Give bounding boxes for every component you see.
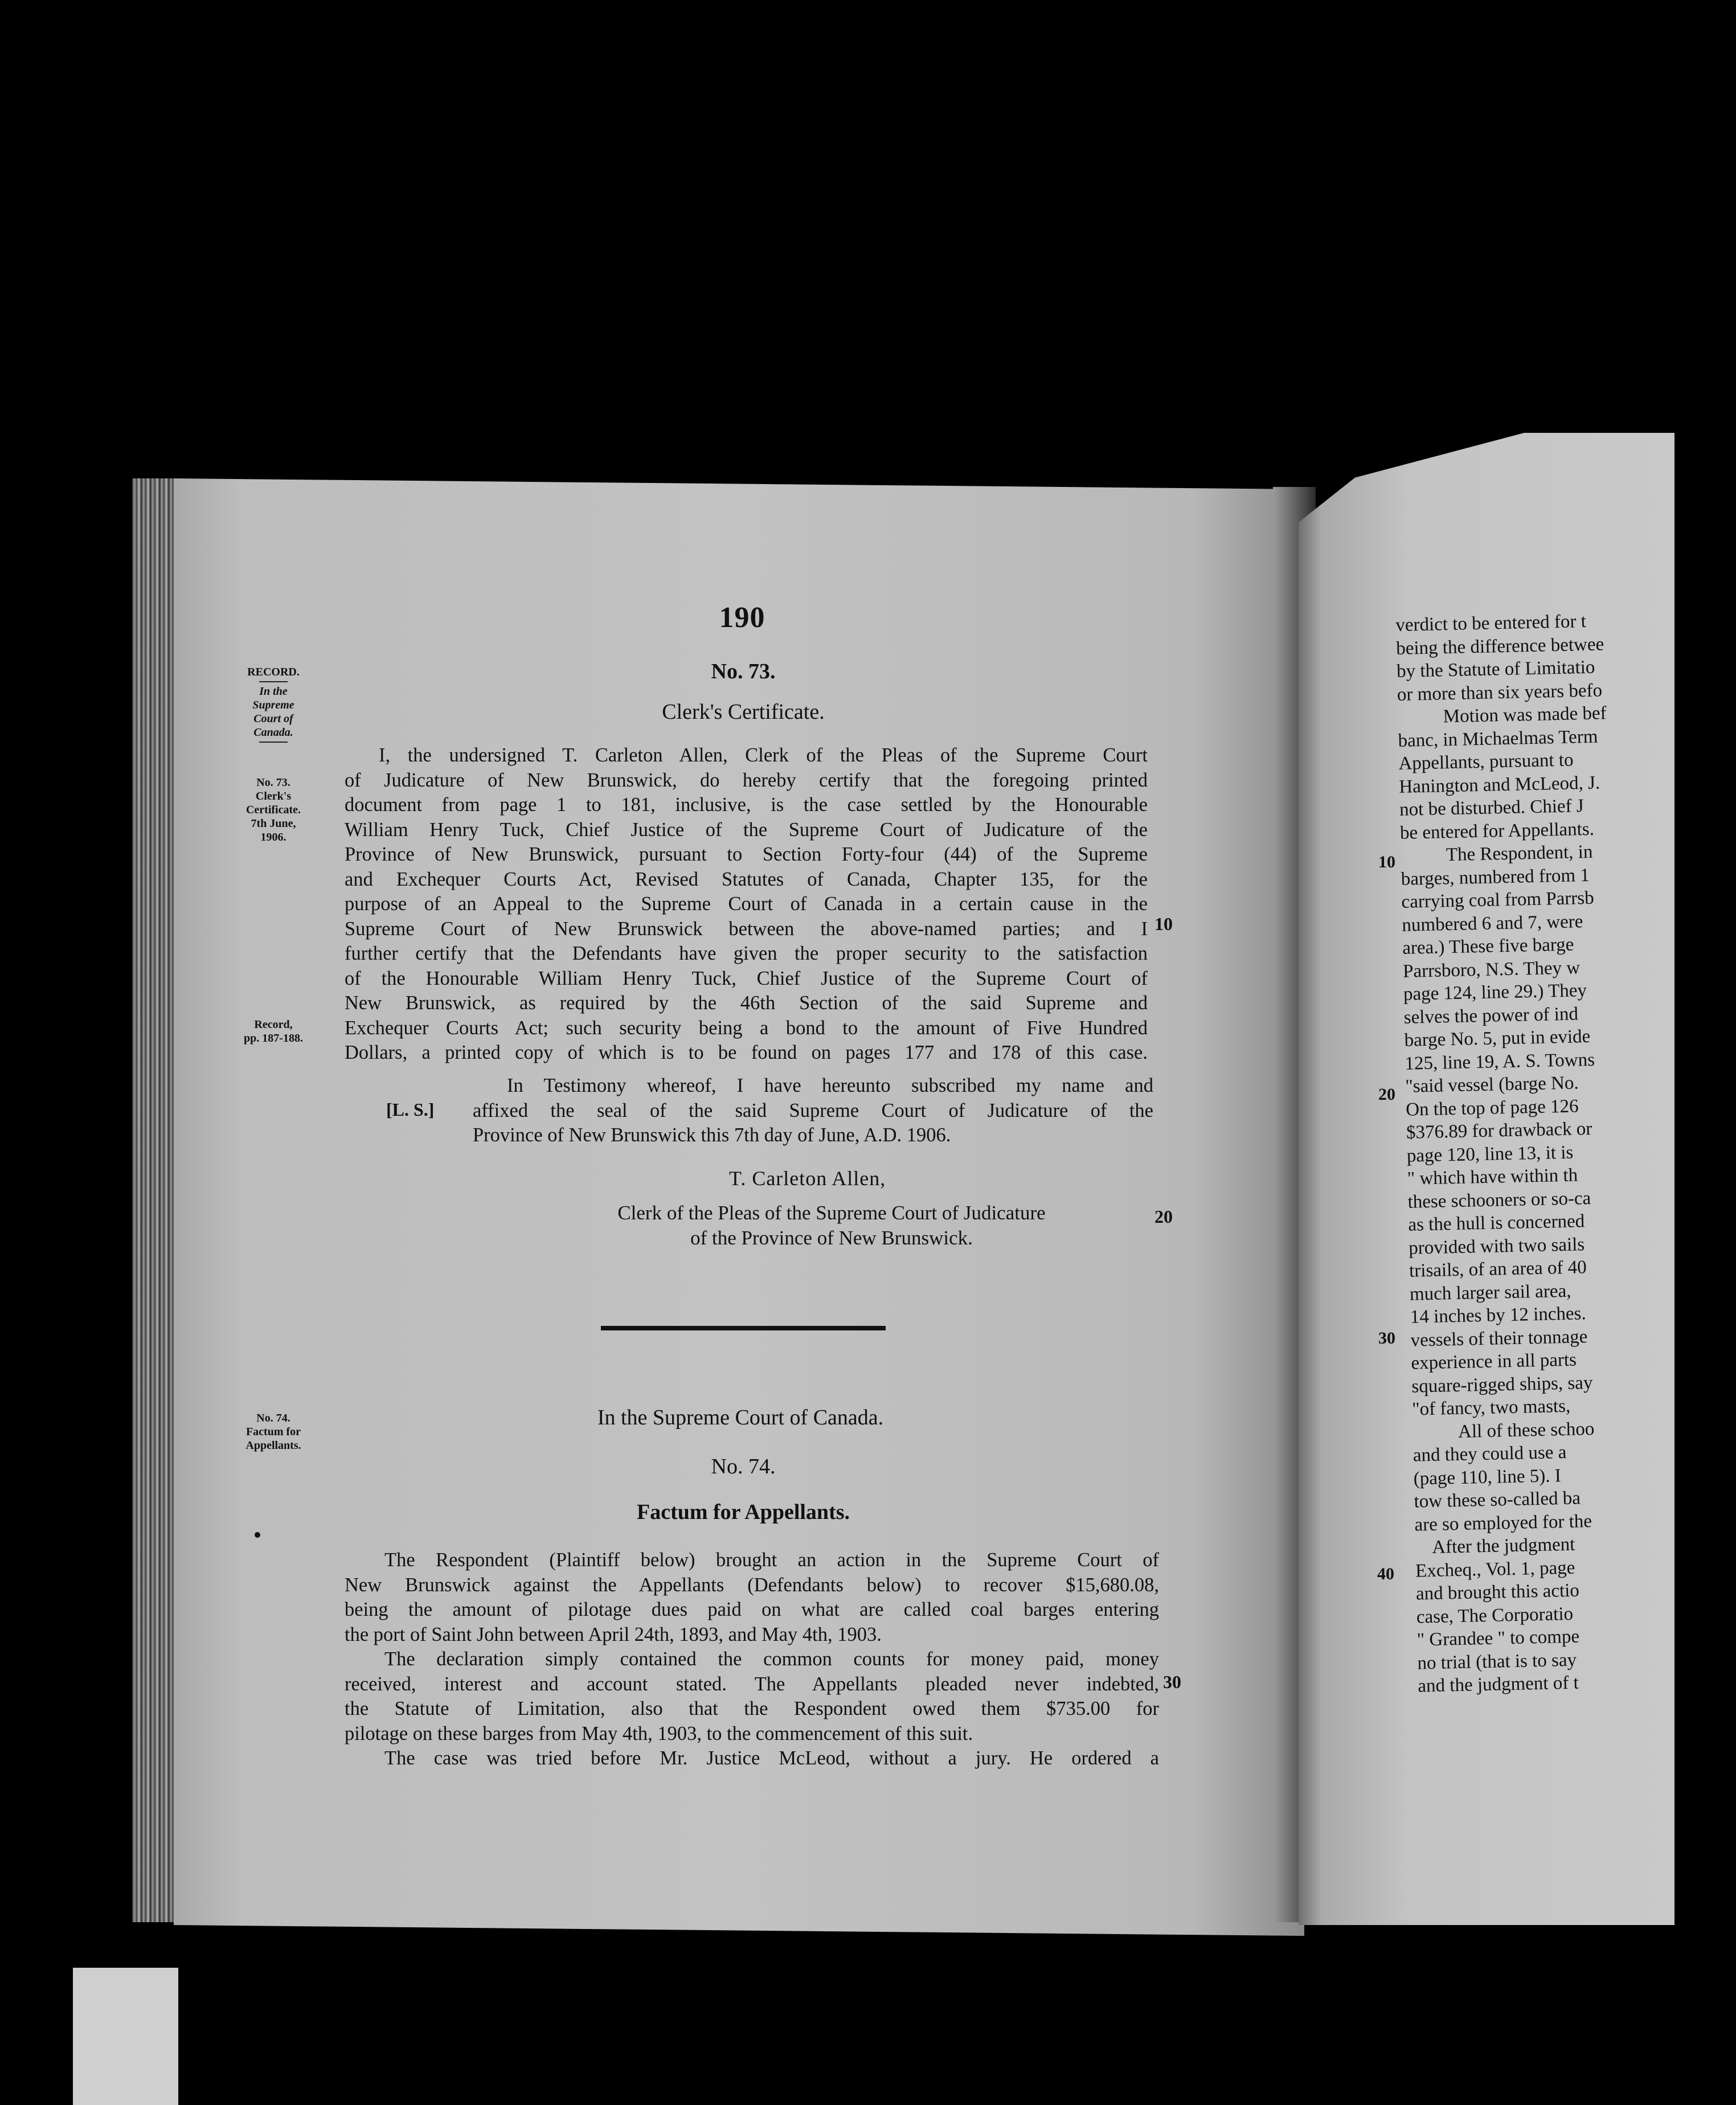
section-divider: [601, 1326, 886, 1330]
right-line-number-40: 40: [1377, 1565, 1394, 1583]
paper-tab: [73, 1968, 178, 2105]
right-line-number-10: 10: [1378, 853, 1395, 871]
right-page-text: verdict to be entered for t being the difference betwee by the Statute of Limitatio or more than six years befo Motion was made bef banc, in Michaelmas Term Appellants, pursuant to Hanington and McLeod, J. not be disturbed. Chief J be entered for Appellants. The Respondent, in barges, numbered from 1 carrying coal from Parrsb numbered 6 and 7, were area.) These five barge Parrsboro, N.S. They w page 124, line 29.) They selves the power of ind barge No. 5, put in evide 125, line 19, A. S. Towns "said vessel (barge No. On the top of page 126 $376.89 for drawback or page 120, line 13, it is " which have within th these schooners or so-ca as the hull is concerned provided with two sails trisails, of an area of 40 much larger sail area, 14 inches by 12 inches. vessels of their tonnage experience in all parts square-rigged ships, say "of fancy, two masts, All of these schoo and they could use a (page 110, line 5). I tow these so-called ba are so employed for the After the judgment Excheq., Vol. 1, page and brought this actio case, The Corporatio " Grandee " to compe no trial (that is to say and the judgment of t: [1395, 611, 1607, 1697]
margin-dot: [255, 1532, 260, 1538]
page-number: 190: [719, 601, 765, 634]
right-line-number-30: 30: [1378, 1329, 1395, 1348]
section-73-number: No. 73.: [711, 660, 776, 683]
margin-note-no74: No. 74. Factum for Appellants.: [245, 1412, 301, 1452]
margin-note-record-ref: Record, pp. 187-188.: [244, 1018, 303, 1045]
margin-note-record: RECORD. In the Supreme Court of Canada.: [228, 665, 319, 745]
margin-note-no73: No. 73. Clerk's Certificate. 7th June, 1906.: [245, 776, 301, 843]
line-number-30: 30: [1163, 1672, 1181, 1692]
line-number-20: 20: [1154, 1206, 1173, 1227]
section-73-title: Clerk's Certificate.: [662, 700, 825, 724]
signature-caption: Clerk of the Pleas of the Supreme Court of Judicature of the Province of New Brunswick.: [617, 1202, 1046, 1249]
signature-name: T. Carleton Allen,: [729, 1167, 886, 1190]
page-edges: [132, 478, 178, 1922]
section-74-title: Factum for Appellants.: [636, 1500, 850, 1524]
seal-marker: [L. S.]: [386, 1099, 435, 1120]
right-line-number-20: 20: [1378, 1085, 1395, 1104]
line-number-10: 10: [1154, 914, 1173, 934]
factum-body: The Respondent (Plaintiff below) brought an action in the Supreme Court of New Brunswick against the Appellants (Defendants below) to recover $15,680.08, being the amount of pilotage dues paid on what are called coal barges entering the port of Saint John between April 24th, 1893, and May 4th, 1903. The declaration simply contained the common counts for money paid, money received, interest and account stated. The Appellants pleaded never indebted, the Statute of Limitation, also that the Respondent owed them $735.00 for pilotage on these barges from May 4th, 1903, to the commencement of this suit. The case was tried before Mr. Justice McLeod, without a jury. He ordered a: [345, 1549, 1159, 1769]
testimony-clause: In Testimony whereof, I have hereunto subscribed my name and affixed the seal of the said Supreme Court of Judicature of the Province of New Brunswick this 7th day of June, A.D. 1906.: [473, 1075, 1153, 1146]
certificate-body: I, the undersigned T. Carleton Allen, Clerk of the Pleas of the Supreme Court of Judicature of New Brunswick, do hereby certify that the foregoing printed document from page 1 to 181, inclusive, is the case settled by the Honourable William Henry Tuck, Chief Justice of the Supreme Court of Judicature of the Province of New Brunswick, pursuant to Section Forty-four (44) of the Supreme and Exchequer Courts Act, Revised Statutes of Canada, Chapter 135, for the purpose of an Appeal to the Supreme Court of Canada in a certain cause in the Supreme Court of New Brunswick between the above-named parties; and I further certify that the Defendants have given the proper security to the satisfaction of the Honourable William Henry Tuck, Chief Justice of the Supreme Court of New Brunswick, as required by the 46th Section of the said Supreme and Exchequer Courts Act; such security being a bond to the amount of Five Hundred Dollars, a printed copy of which is to be found on pages 177 and 178 of this case.: [345, 744, 1148, 1063]
section-74-court: In the Supreme Court of Canada.: [597, 1406, 884, 1430]
section-74-number: No. 74.: [711, 1455, 776, 1479]
